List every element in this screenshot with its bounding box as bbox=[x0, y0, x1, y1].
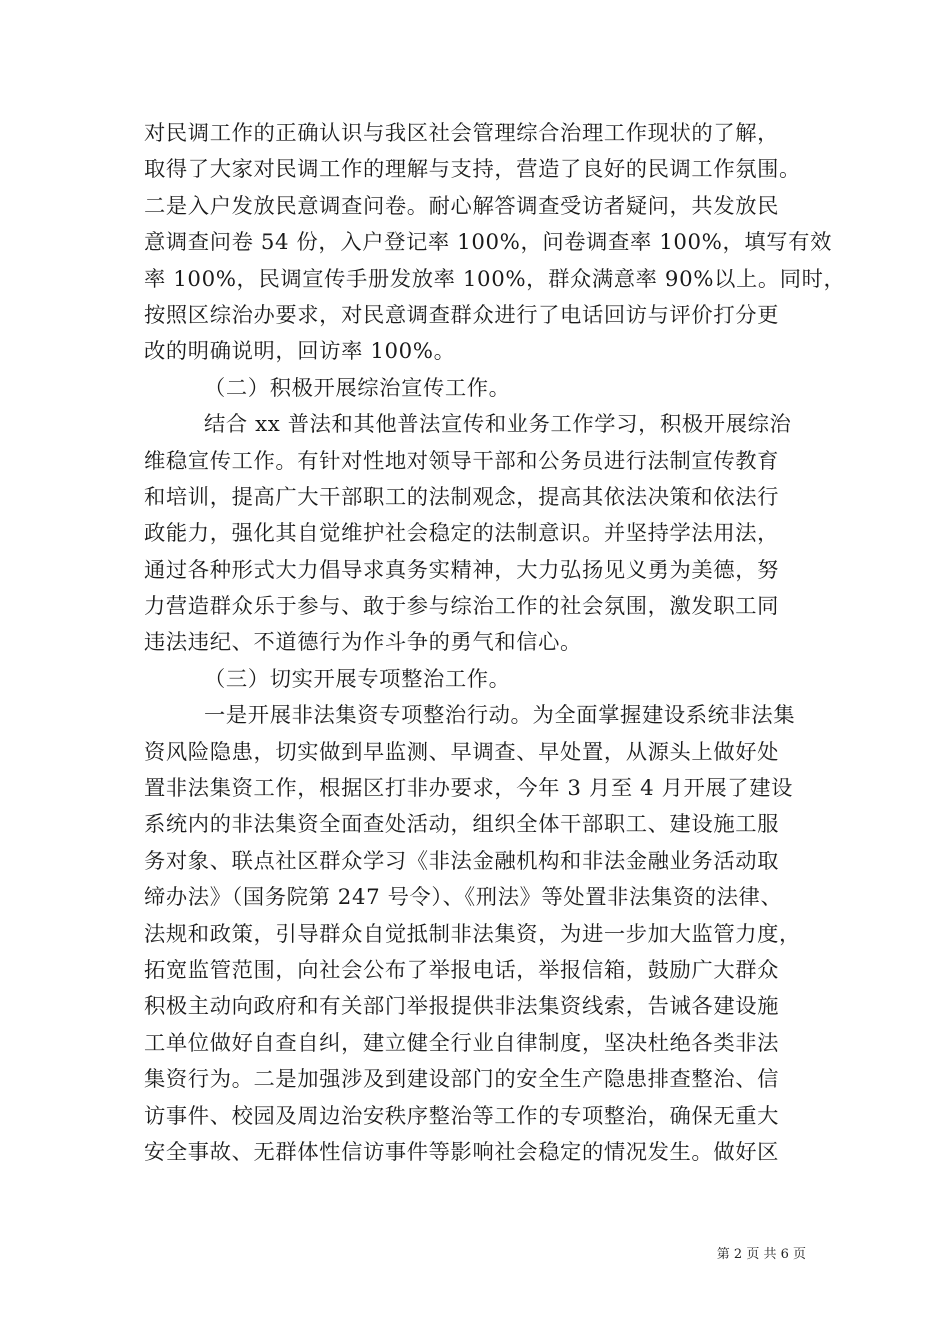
text-line: 按照区综治办要求，对民意调查群众进行了电话回访与评价打分更 bbox=[144, 302, 780, 328]
text-line: 政能力，强化其自觉维护社会稳定的法制意识。并坚持学法用法， bbox=[144, 521, 780, 547]
text-line: 积极主动向政府和有关部门举报提供非法集资线索，告诫各建设施 bbox=[144, 994, 780, 1020]
text-line: 改的明确说明，回访率 100%。 bbox=[144, 339, 456, 365]
text-line: 取得了大家对民调工作的理解与支持，营造了良好的民调工作氛围。 bbox=[144, 157, 801, 183]
text-line: 一是开展非法集资专项整治行动。为全面掌握建设系统非法集 bbox=[204, 703, 796, 729]
text-line: 对民调工作的正确认识与我区社会管理综合治理工作现状的了解， bbox=[144, 121, 780, 146]
text-line: 系统内的非法集资全面查处活动，组织全体干部职工、建设施工服 bbox=[144, 812, 780, 838]
text-line: 集资行为。二是加强涉及到建设部门的安全生产隐患排查整治、信 bbox=[144, 1067, 780, 1093]
text-line: （三）切实开展专项整治工作。 bbox=[204, 666, 511, 692]
document-body bbox=[144, 116, 846, 1171]
text-line: 违法违纪、不道德行为作斗争的勇气和信心。 bbox=[144, 630, 582, 656]
text-line: 法规和政策，引导群众自觉抵制非法集资，为进一步加大监管力度， bbox=[144, 921, 801, 947]
text-line: 安全事故、无群体性信访事件等影响社会稳定的情况发生。做好区 bbox=[144, 1139, 780, 1165]
text-line: 维稳宣传工作。有针对性地对领导干部和公务员进行法制宣传教育 bbox=[144, 448, 780, 474]
text-line: 资风险隐患，切实做到早监测、早调查、早处置，从源头上做好处 bbox=[144, 739, 780, 765]
text-line: 力营造群众乐于参与、敢于参与综治工作的社会氛围，激发职工同 bbox=[144, 594, 780, 620]
text-line: 通过各种形式大力倡导求真务实精神，大力弘扬见义勇为美德，努 bbox=[144, 557, 780, 583]
text-line: 二是入户发放民意调查问卷。耐心解答调查受访者疑问，共发放民 bbox=[144, 193, 780, 219]
text-line: 和培训，提高广大干部职工的法制观念，提高其依法决策和依法行 bbox=[144, 484, 780, 510]
text-line: 率 100%，民调宣传手册发放率 100%，群众满意率 90%以上。同时， bbox=[144, 266, 846, 292]
text-line: 结合 xx 普法和其他普法宣传和业务工作学习，积极开展综治 bbox=[204, 412, 792, 438]
text-line: 工单位做好自查自纠，建立健全行业自律制度，坚决杜绝各类非法 bbox=[144, 1030, 780, 1056]
text-line: 访事件、校园及周边治安秩序整治等工作的专项整治，确保无重大 bbox=[144, 1103, 780, 1129]
text-line: 拓宽监管范围，向社会公布了举报电话，举报信箱，鼓励广大群众 bbox=[144, 957, 780, 983]
page-number: 第 2 页 共 6 页 bbox=[716, 1247, 806, 1262]
text-line: 置非法集资工作，根据区打非办要求，今年 3 月至 4 月开展了建设 bbox=[144, 776, 793, 802]
text-line: 务对象、联点社区群众学习《非法金融机构和非法金融业务活动取 bbox=[144, 848, 780, 874]
text-line: 缔办法》（国务院第 247 号令）、《刑法》等处置非法集资的法律、 bbox=[144, 885, 783, 911]
text-line: （二）积极开展综治宣传工作。 bbox=[204, 375, 511, 401]
text-line: 意调查问卷 54 份，入户登记率 100%，问卷调查率 100%，填写有效 bbox=[144, 230, 832, 256]
